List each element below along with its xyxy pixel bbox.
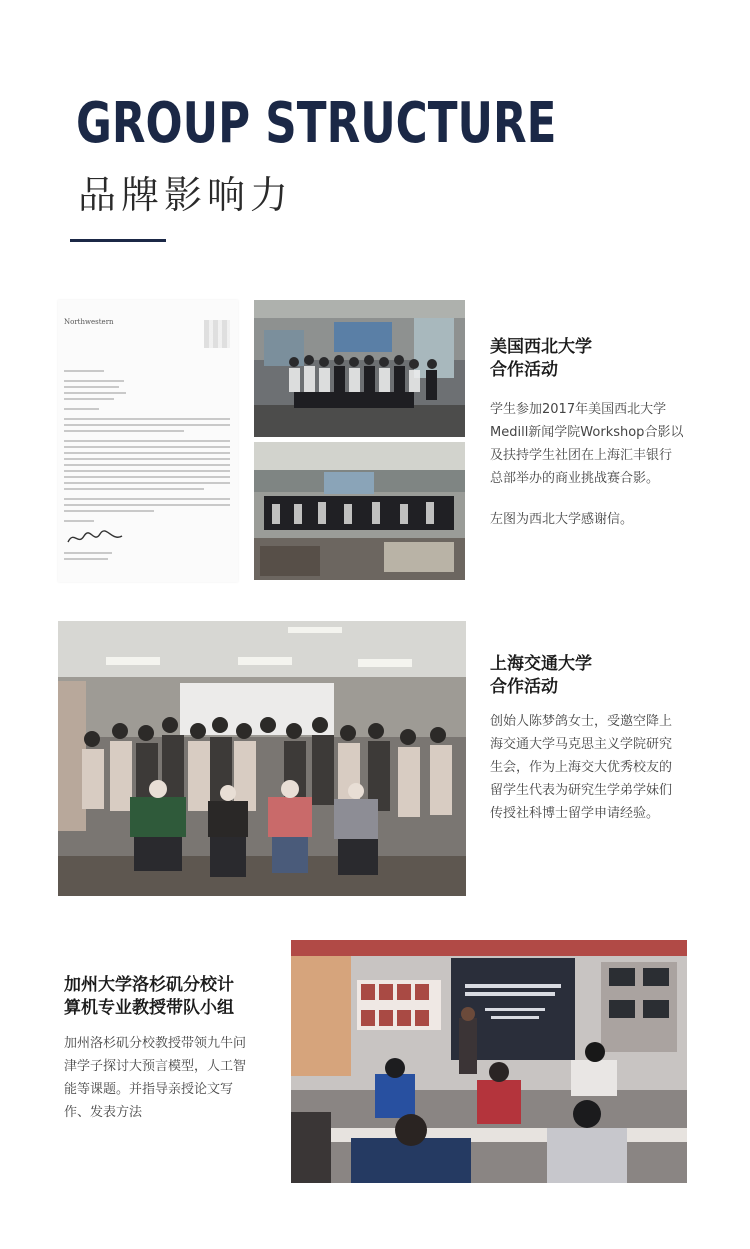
section-sjtu-heading xyxy=(490,653,592,699)
section-body-line: Medill新闻学院Workshop合影以 xyxy=(490,425,684,440)
section-northwestern-heading xyxy=(490,336,592,382)
section-sjtu-body xyxy=(490,710,720,825)
section-body-line: 创始人陈梦鸽女士，受邀空降上 xyxy=(490,714,673,729)
section-body-line: 加州洛杉矶分校教授带领九牛问 xyxy=(64,1036,247,1051)
section-body-line: 学生参加2017年美国西北大学 xyxy=(490,402,667,417)
sjtu-group-photo xyxy=(58,621,466,896)
section-title-line: 合作活动 xyxy=(490,360,558,380)
hsbc-challenge-photo xyxy=(254,442,465,580)
northwestern-workshop-photo xyxy=(254,300,465,437)
signature-mark xyxy=(66,528,126,548)
section-body-line: 津学子探讨大预言模型，人工智 xyxy=(64,1059,247,1074)
section-northwestern-body xyxy=(490,398,720,490)
letter-brand: Northwestern xyxy=(64,318,114,326)
section-ucla-body xyxy=(64,1032,279,1124)
section-body-line: 总部举办的商业挑战赛合影。 xyxy=(490,471,660,486)
section-body-line: 及扶持学生社团在上海汇丰银行 xyxy=(490,448,673,463)
section-body-line: 能等课题。并指导亲授论文写 xyxy=(64,1082,234,1097)
thank-you-letter xyxy=(58,300,238,582)
letter-qr-mark xyxy=(204,320,230,348)
section-title-line: 美国西北大学 xyxy=(490,337,592,357)
section-body-line: 传授社科博士留学申请经验。 xyxy=(490,806,660,821)
page-title-chinese: 品牌影响力 xyxy=(78,173,294,217)
title-underline xyxy=(70,239,166,242)
section-northwestern-note: 左图为西北大学感谢信。 xyxy=(490,512,634,527)
section-title-line: 上海交通大学 xyxy=(490,654,592,674)
section-ucla-heading xyxy=(64,974,234,1020)
section-title-line: 算机专业教授带队小组 xyxy=(64,998,234,1018)
section-body-line: 海交通大学马克思主义学院研究 xyxy=(490,737,673,752)
section-body-line: 生会，作为上海交大优秀校友的 xyxy=(490,760,673,775)
section-body-line: 留学生代表为研究生学弟学妹们 xyxy=(490,783,673,798)
section-title-line: 合作活动 xyxy=(490,677,558,697)
ucla-lecture-photo xyxy=(291,940,687,1183)
section-body-line: 作、发表方法 xyxy=(64,1105,143,1120)
page-title-english: GROUP STRUCTURE xyxy=(76,91,557,156)
section-title-line: 加州大学洛杉矶分校计 xyxy=(64,975,234,995)
